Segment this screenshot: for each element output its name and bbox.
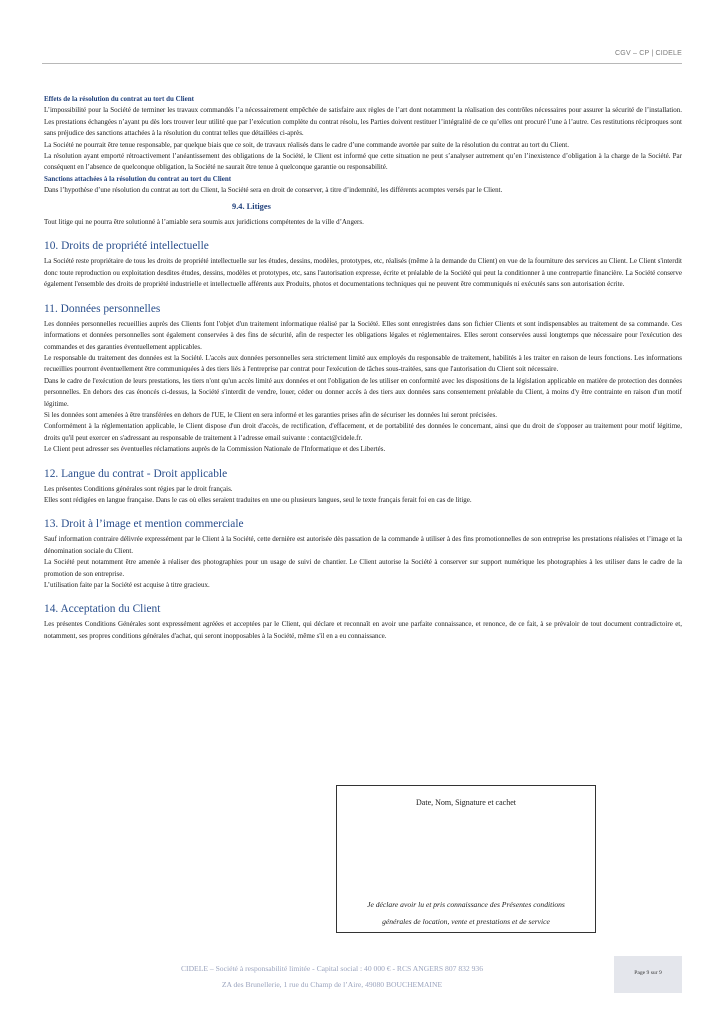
paragraph: L’utilisation faite par la Société est acquise à titre gracieux. (44, 581, 210, 589)
paragraph: Dans l’hypothèse d’une résolution du contrat au tort du Client, la Société sera en droit de conserver, à titre d’indemnité, les différents acomptes versés par le Client. (44, 186, 503, 195)
footer-company-line: CIDELE – Société à responsabilité limitée - Capital social : 40 000 € - RCS ANGERS 807 832 936 (180, 964, 484, 973)
paragraph: Les présentes Conditions générales sont régies par le droit français. (44, 484, 233, 493)
section-heading-12: 12. Langue du contrat - Droit applicable (44, 467, 228, 480)
footer-address-line: ZA des Brunellerie, 1 rue du Champ de l’Aire, 49080 BOUCHEMAINE (221, 980, 443, 989)
section-heading-13: 13. Droit à l’image et mention commerciale (44, 518, 244, 531)
document-body (44, 94, 682, 642)
subheading-effects: Effets de la résolution du contrat au tort du Client (44, 95, 194, 103)
page-number: Page 9 sur 9 (634, 970, 662, 976)
paragraph: Les données personnelles recueillies auprès des Clients font l'objet d'un traitement informatique réalisé par la Société. Elles sont enregistrées dans son fichier Clients et sont indispensables au traitement de sa commande. Ces informations et données personnelles sont également conservées à des fins de sécurité, afin de respecter les obligations légales et réglementaires. Elles seront conservées aussi longtemps que nécessaire pour l'exécution des commandes et des garanties éventuellement applicables. (44, 319, 682, 351)
declaration-line: générales de location, vente et prestations et de service (382, 917, 550, 926)
paragraph: Conformément à la réglementation applicable, le Client dispose d'un droit d'accès, de rectification, d'effacement, et de portabilité des données le concernant, ainsi que du droit de s'opposer au traitement pour motif légitime, droits qu'il peut exercer en s'adressant au responsable de traitement à l’adresse email suivante : contact@cidele.fr. (44, 422, 682, 442)
paragraph: La Société ne pourrait être tenue responsable, par quelque biais que ce soit, de travaux réalisés dans le cadre d’une commande avortée par suite de la résolution du contrat au tort du Client. (44, 140, 569, 149)
signature-declaration (343, 896, 589, 930)
paragraph: Sauf information contraire délivrée expressément par le Client à la Société, cette dernière est autorisée dès passation de la commande à utiliser à des fins promotionnelles de son entreprise les prestations réalisées et l’image et la dénomination sociale du Client. (44, 535, 682, 555)
paragraph: Dans le cadre de l'exécution de leurs prestations, les tiers n'ont qu'un accès limité aux données et ont l'obligation de les utiliser en conformité avec les dispositions de la législation applicable en matière de protection des données personnelles. En dehors des cas énoncés ci-dessus, la Société s'interdit de vendre, louer, céder ou donner accès à des tiers aux données sans consentement préalable du Client, à moins d'y être contrainte en raison d'un motif légitime. (44, 376, 682, 408)
section-heading-11: 11. Données personnelles (44, 302, 161, 315)
paragraph: Elles sont rédigées en langue française. Dans le cas où elles seraient traduites en une ou plusieurs langues, seul le texte français ferait foi en cas de litige. (44, 495, 472, 504)
paragraph: Les présentes Conditions Générales sont expressément agréées et acceptées par le Client, qui déclare et reconnaît en avoir une parfaite connaissance, et renonce, de ce fait, à se prévaloir de tout document contradictoire et, notamment, ses propres conditions générales d'achat, qui seront inopposables à la Société, même s'il en a eu connaissance. (44, 620, 682, 640)
paragraph: Si les données sont amenées à être transférées en dehors de l'UE, le Client en sera informé et les garanties prises afin de sécuriser les données lui seront précisées. (44, 410, 497, 419)
signature-box[interactable] (336, 785, 596, 933)
subheading-sanctions: Sanctions attachées à la résolution du contrat au tort du Client (44, 174, 232, 183)
paragraph: Tout litige qui ne pourra être solutionné à l’amiable sera soumis aux juridictions compétentes de la ville d’Angers. (44, 218, 364, 227)
declaration-line: Je déclare avoir lu et pris connaissance des Présentes conditions (367, 900, 565, 909)
company-footer (100, 961, 564, 993)
document-reference: CGV – CP | CIDELE (615, 50, 682, 57)
paragraph: La Société reste propriétaire de tous les droits de propriété intellectuelle sur les études, dessins, modèles, prototypes, etc, réalisés (même à la demande du Client) en vue de la fourniture des services au Client. Le Client s'interdit donc toute reproduction ou exploitation desdites études, dessins, modèles et prototypes, etc, sans l'autorisation expresse, écrite et préalable de la Société qui peut la conditionner à une contrepartie financière. La Société conserve également l'ensemble des droits de propriété industrielle et intellectuelle afférents aux Produits, photos et documentations techniques qui ne peuvent être communiqués ni exécutés sans son autorisation écrite. (44, 257, 682, 289)
header-divider (42, 63, 682, 64)
section-heading-10: 10. Droits de propriété intellectuelle (44, 240, 209, 253)
page-number-box (614, 956, 682, 993)
section-heading-9-4: 9.4. Litiges (232, 201, 271, 211)
paragraph: L’impossibilité pour la Société de terminer les travaux commandés l’a nécessairement empêchée de satisfaire aux règles de l’art dont notamment la réalisation des contrôles nécessaires pour assurer la sécurité de l’installation. Les prestations échangées n’ayant pu dès lors trouver leur utilité que par l’exécution complète du contrat résolu, les Parties doivent restituer l’intégralité de ce qu’elles ont procuré l’une à l’autre. Ces restitutions réciproques sont sans préjudice des sanctions attachées à la résolution du contrat telles que détaillées ci-après. (44, 106, 682, 138)
paragraph: La Société peut notamment être amenée à réaliser des photographies pour un usage de suivi de chantier. Le Client autorise la Société à conserver sur support numérique les photographies à les utiliser dans le cadre de la promotion de son entreprise. (44, 558, 682, 578)
paragraph: Le Client peut adresser ses éventuelles réclamations auprès de la Commission Nationale de l'Informatique et des Libertés. (44, 445, 386, 454)
paragraph: La résolution ayant emporté rétroactivement l’anéantissement des obligations de la Société, le Client est informé que cette situation ne peut s’analyser autrement qu’en l’inexistence d’obligation à la charge de la Société. Par conséquent en l’absence de quelconque obligation, la Société ne saurait être tenue à quelconque garantie ou responsabilité. (44, 152, 682, 172)
signature-box-title: Date, Nom, Signature et cachet (416, 798, 516, 807)
section-heading-14: 14. Acceptation du Client (44, 603, 161, 616)
paragraph: Le responsable du traitement des données est la Société. L'accès aux données personnelles sera strictement limité aux employés du responsable de traitement, habilités à les traiter en raison de leurs fonctions. Les informations recueillies pourront éventuellement être communiquées à des tiers liés à l'entreprise par contrat pour l'exécution de tâches sous-traitées, sans que l'autorisation du Client soit nécessaire. (44, 353, 682, 374)
